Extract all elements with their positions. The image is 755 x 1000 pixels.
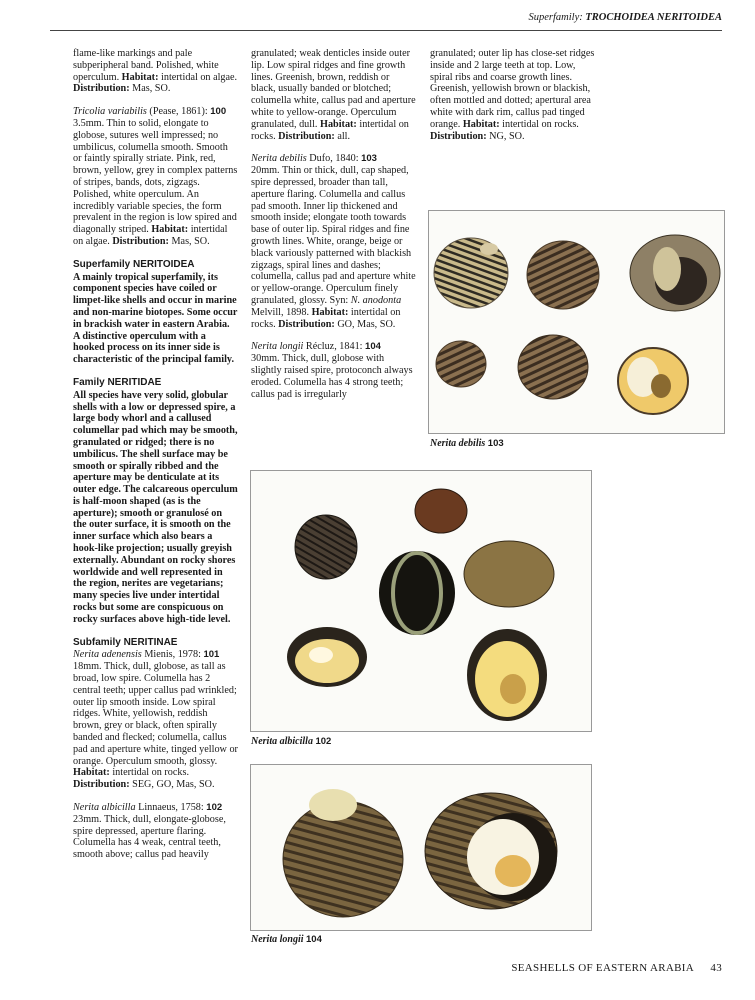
running-header bbox=[50, 12, 722, 31]
photo-nerita-albicilla bbox=[250, 470, 592, 732]
shell-longii-left-dorsal bbox=[283, 789, 403, 917]
species-number: 103 bbox=[361, 153, 377, 165]
shell-albicilla-bottom-right-aperture bbox=[467, 629, 547, 721]
page-number: 43 bbox=[710, 962, 722, 974]
superfamily-heading: Superfamily NERITOIDEA bbox=[73, 258, 195, 270]
species-name: Tricolia variabilis bbox=[73, 106, 147, 118]
longii-continued: granulated; outer lip has close-set ridges inside and 2 large teeth at top. Low, spiral ribs and coarse growth lines. Greenish, yellowish brown or blackish, often mottled and dotted; apertural area white with dark rim, callus pad tinged orange. Habitat: intertidal on rocks. Distribution: NG, SO. bbox=[430, 48, 595, 142]
albicilla-continued: granulated; weak denticles inside outer lip. Low spiral ridges and fine growth lines. Greenish, brown, reddish or black, usually banded or blotched; columella white, callus pad and aperture white to yellow-orange. Operculum granulated, dull. Habitat: intertidal on rocks. Distribution: all. bbox=[251, 48, 416, 142]
photo-nerita-debilis bbox=[428, 210, 725, 434]
species-number: 101 bbox=[203, 649, 220, 661]
subfamily-heading: Subfamily NERITINAE bbox=[73, 636, 178, 648]
photo-nerita-longii bbox=[250, 764, 592, 931]
shell-albicilla-bottom-left-aperture bbox=[287, 627, 367, 687]
shell-debilis-top-right-aperture bbox=[630, 235, 720, 311]
family-description: All species have very solid, globular shells with a low or depressed spire, a large body whorl and a callused columellar pad which may be smooth, granulated or ridged; there is no umbilicus. The shell surface may be smooth or spirally ribbed and the aperture may be denticulate at its outer edge. The calcareous operculum is half-moon shaped (as is the aperture); smooth or granulosé on the outer surface, it is smooth on the inner surface which also bears a hook-like projection; usually greyish externally. Abundant on rocky shores worldwide and well represented in the region, nerites are vegetarians; many species live under intertidal rocks but some are conspicuous on rocky surfaces above high-tide level. bbox=[73, 389, 238, 625]
species-name: Nerita adenensis bbox=[73, 649, 142, 661]
shell-albicilla-center-banded bbox=[379, 551, 455, 635]
shell-debilis-top-middle bbox=[527, 241, 599, 309]
header-prefix: Superfamily: bbox=[528, 12, 583, 23]
caption-nerita-debilis: Nerita debilis 103 bbox=[430, 438, 504, 449]
shell-debilis-bottom-left bbox=[436, 341, 486, 387]
page-footer bbox=[511, 962, 722, 974]
book-title: SEASHELLS OF EASTERN ARABIA bbox=[511, 962, 694, 974]
text-column-2 bbox=[251, 48, 416, 411]
species-entry-longii: Nerita longii Récluz, 1841: 104 30mm. Thick, dull, globose with slightly raised spire, protoconch always eroded. Columella has 4 strong teeth; callus pad is irregularly bbox=[251, 341, 413, 400]
shell-longii-right-aperture bbox=[425, 793, 557, 909]
shell-debilis-top-left bbox=[434, 238, 508, 308]
species-name: Nerita longii bbox=[251, 341, 304, 353]
species-number: 104 bbox=[365, 341, 381, 353]
shell-debilis-bottom-right-aperture bbox=[618, 348, 688, 414]
species-name: Nerita albicilla bbox=[73, 802, 136, 814]
superfamily-description: A mainly tropical superfamily, its component species have coiled or limpet-like shells and occur in marine and non-marine biotopes. Some occur in brackish water in eastern Arabia. A distinctive operculum with a hooked process on its inner side is characteristic of the principal family. bbox=[73, 271, 238, 366]
species-entry-adenensis: Nerita adenensis Mienis, 1978: 101 18mm. Thick, dull, globose, as tall as broad, low spire. Columella has 2 central teeth; upper callus pad wrinkled; outer lip smooth inside. Low spiral ridges. White, yellowish, reddish brown, grey or black, often spirally banded and flecked; columella, callus pad and aperture white, tinged yellow or orange. Operculum smooth, glossy. Habitat: intertidal on rocks. Distribution: SEG, GO, Mas, SO. bbox=[73, 649, 238, 791]
caption-nerita-longii: Nerita longii 104 bbox=[251, 934, 322, 945]
family-heading: Family NERITIDAE bbox=[73, 376, 162, 388]
shell-debilis-bottom-middle bbox=[518, 335, 588, 399]
caption-nerita-albicilla: Nerita albicilla 102 bbox=[251, 736, 332, 747]
species-number: 100 bbox=[210, 106, 227, 118]
text-column-1 bbox=[73, 48, 238, 872]
intro-paragraph: flame-like markings and pale subperipheral band. Polished, white operculum. Habitat: intertidal on algae. Distribution: Mas, SO. bbox=[73, 48, 238, 95]
header-superfamily: TROCHOIDEA NERITOIDEA bbox=[585, 12, 722, 23]
species-entry-debilis: Nerita debilis Dufo, 1840: 103 20mm. Thin or thick, dull, cap shaped, spire depressed, broader than tall, aperture flaring. Columella and callus pad smooth. Inner lip thickened and smooth inside; elongate tooth towards base of outer lip. Spiral ridges and fine growth lines. White, orange, beige or black variously patterned with blackish zigzags, spiral lines and dashes; columella, callus pad and aperture white or yellow-orange. Operculum finely granulated, glossy. Syn: N. anodonta Melvill, 1898. Habitat: intertidal on rocks. Distribution: GO, Mas, SO. bbox=[251, 153, 416, 330]
shell-albicilla-top-left bbox=[295, 515, 357, 579]
species-number: 102 bbox=[206, 802, 223, 814]
species-name: Nerita debilis bbox=[251, 153, 307, 165]
species-entry-albicilla: Nerita albicilla Linnaeus, 1758: 102 23mm. Thick, dull, elongate-globose, spire depressed, aperture flaring. Columella has 4 weak, central teeth, smooth above; callus pad heavily bbox=[73, 802, 226, 861]
shell-albicilla-right-olive bbox=[464, 541, 554, 607]
text-column-3 bbox=[430, 48, 600, 153]
species-entry-tricolia: Tricolia variabilis (Pease, 1861): 100 3.5mm. Thin to solid, elongate to globose, sutures well impressed; no umbilicus, columella smooth. Smooth or faintly spirally striate. Pink, red, brown, yellow, grey in complex patterns of stripes, bands, dots, zigzags. Polished, white operculum. An incredibly variable species, the form prevalent in the region is low spired and diagonally striped. Habitat: intertidal on algae. Distribution: Mas, SO. bbox=[73, 106, 238, 247]
shell-albicilla-top-right bbox=[415, 489, 467, 533]
